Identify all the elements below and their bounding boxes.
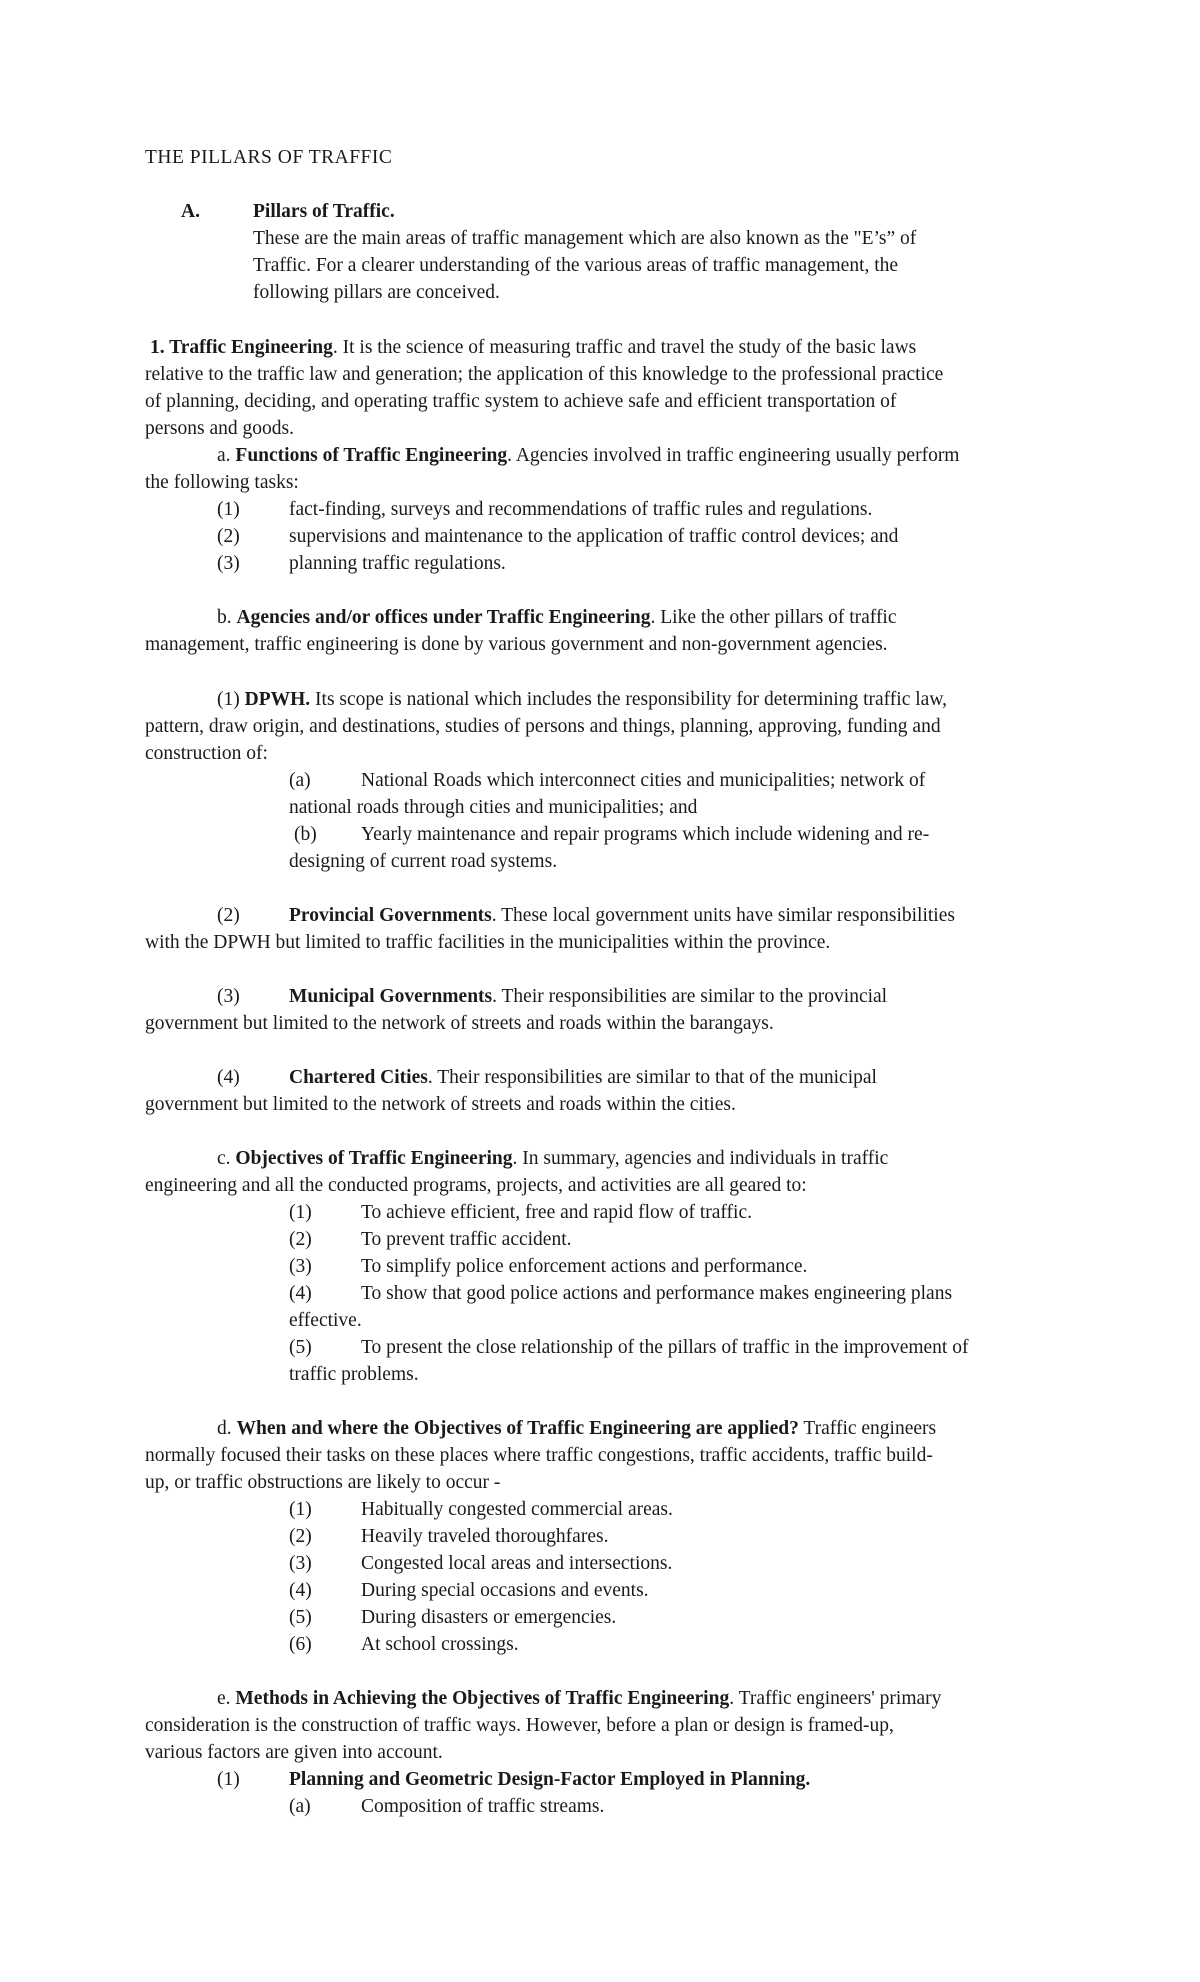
chartered-paragraph-line [289, 1064, 877, 1091]
objectives-heading: Objectives of Traffic Engineering [235, 1148, 513, 1169]
dpwh-text: Its scope is national which includes the responsibility for determining traffic law, [310, 689, 948, 710]
section-a-line: These are the main areas of traffic management which are also known as the "E’s” of [253, 228, 917, 249]
chartered-paragraph-line: government but limited to the network of streets and roads within the cities. [145, 1094, 736, 1115]
section-a-heading: Pillars of Traffic. [253, 201, 395, 222]
list-item-number: (4) [289, 1580, 312, 1601]
list-item-number: (3) [217, 553, 240, 574]
list-item-number: (6) [289, 1634, 312, 1655]
methods-text: . Traffic engineers' primary [729, 1688, 942, 1709]
provincial-text: . These local government units have similar responsibilities [491, 905, 955, 926]
list-item-number: (1) [217, 1769, 240, 1790]
list-item-text: supervisions and maintenance to the application of traffic control devices; and [289, 526, 899, 547]
list-item-text: Congested local areas and intersections. [361, 1553, 673, 1574]
section-a-marker: A. [181, 201, 200, 222]
list-item-text: To show that good police actions and performance makes engineering plans [361, 1283, 953, 1304]
municipal-paragraph-line [289, 983, 887, 1010]
functions-prefix: a. [217, 445, 236, 466]
list-item-heading: Planning and Geometric Design-Factor Employed in Planning. [289, 1769, 811, 1790]
list-item-text: effective. [289, 1310, 362, 1331]
list-item-number: (2) [217, 526, 240, 547]
dpwh-paragraph-line: construction of: [145, 743, 268, 764]
chartered-heading: Chartered Cities [289, 1067, 428, 1088]
sub-item-number: (b) [294, 824, 317, 845]
chartered-text: . Their responsibilities are similar to that of the municipal [427, 1067, 877, 1088]
te-paragraph-line [150, 334, 916, 361]
list-item-text: During special occasions and events. [361, 1580, 649, 1601]
list-item-number: (5) [289, 1607, 312, 1628]
functions-heading: Functions of Traffic Engineering [235, 445, 508, 466]
list-item-number: (1) [289, 1499, 312, 1520]
when-paragraph-line [217, 1415, 936, 1442]
agencies-text: . Like the other pillars of traffic [650, 607, 897, 628]
provincial-heading: Provincial Governments [289, 905, 492, 926]
section-a-line: Traffic. For a clearer understanding of the various areas of traffic management, the [253, 255, 899, 276]
objectives-paragraph-line: engineering and all the conducted programs, projects, and activities are all geared to: [145, 1175, 807, 1196]
methods-paragraph-line: consideration is the construction of traffic ways. However, before a plan or design is framed-up, [145, 1715, 894, 1736]
dpwh-heading: DPWH. [244, 689, 311, 710]
when-prefix: d. [217, 1418, 237, 1439]
sub-item-text: national roads through cities and municipalities; and [289, 797, 698, 818]
functions-paragraph-line [217, 442, 959, 469]
sub-item-number: (a) [289, 770, 311, 791]
list-item-text: To achieve efficient, free and rapid flow of traffic. [361, 1202, 752, 1223]
page-title: THE PILLARS OF TRAFFIC [145, 147, 393, 168]
list-item-text: To simplify police enforcement actions and performance. [361, 1256, 808, 1277]
list-item-text: traffic problems. [289, 1364, 419, 1385]
list-item-number: (3) [289, 1553, 312, 1574]
list-item-text: To present the close relationship of the pillars of traffic in the improvement of [361, 1337, 969, 1358]
dpwh-prefix: (1) [217, 689, 245, 710]
section-a-line: following pillars are conceived. [253, 282, 500, 303]
list-item-number: (5) [289, 1337, 312, 1358]
objectives-paragraph-line [217, 1145, 888, 1172]
list-item-number: (1) [289, 1202, 312, 1223]
agencies-prefix: b. [217, 607, 237, 628]
list-item-text: During disasters or emergencies. [361, 1607, 617, 1628]
list-item-number: (1) [217, 499, 240, 520]
list-item-number: (2) [217, 905, 240, 926]
te-paragraph-line: relative to the traffic law and generation; the application of this knowledge to the professional practice [145, 364, 944, 385]
methods-paragraph-line [217, 1685, 941, 1712]
methods-heading: Methods in Achieving the Objectives of Traffic Engineering [235, 1688, 730, 1709]
sub-item-text: Yearly maintenance and repair programs which include widening and re- [361, 824, 930, 845]
sub-item-number: (a) [289, 1796, 311, 1817]
methods-prefix: e. [217, 1688, 236, 1709]
provincial-paragraph-line [289, 902, 955, 929]
methods-paragraph-line: various factors are given into account. [145, 1742, 443, 1763]
municipal-paragraph-line: government but limited to the network of streets and roads within the barangays. [145, 1013, 774, 1034]
te-heading: 1. Traffic Engineering [150, 337, 333, 358]
when-text: Traffic engineers [798, 1418, 937, 1439]
list-item-text: fact-finding, surveys and recommendations of traffic rules and regulations. [289, 499, 873, 520]
sub-item-text: Composition of traffic streams. [361, 1796, 605, 1817]
municipal-heading: Municipal Governments [289, 986, 493, 1007]
te-text: . It is the science of measuring traffic and travel the study of the basic laws [332, 337, 917, 358]
objectives-prefix: c. [217, 1148, 236, 1169]
dpwh-paragraph-line: pattern, draw origin, and destinations, studies of persons and things, planning, approving, funding and [145, 716, 941, 737]
list-item-number: (2) [289, 1526, 312, 1547]
list-item-text: Habitually congested commercial areas. [361, 1499, 673, 1520]
agencies-heading: Agencies and/or offices under Traffic Engineering [236, 607, 651, 628]
agencies-paragraph-line [217, 604, 897, 631]
te-paragraph-line: persons and goods. [145, 418, 294, 439]
sub-item-text: designing of current road systems. [289, 851, 558, 872]
list-item-text: planning traffic regulations. [289, 553, 506, 574]
when-paragraph-line: up, or traffic obstructions are likely to occur - [145, 1472, 501, 1493]
provincial-paragraph-line: with the DPWH but limited to traffic facilities in the municipalities within the province. [145, 932, 831, 953]
list-item-text: Heavily traveled thoroughfares. [361, 1526, 609, 1547]
agencies-paragraph-line: management, traffic engineering is done by various government and non-government agencies. [145, 634, 888, 655]
list-item-text: To prevent traffic accident. [361, 1229, 572, 1250]
list-item-number: (2) [289, 1229, 312, 1250]
objectives-text: . In summary, agencies and individuals in traffic [512, 1148, 889, 1169]
municipal-text: . Their responsibilities are similar to the provincial [492, 986, 888, 1007]
list-item-number: (3) [217, 986, 240, 1007]
when-paragraph-line: normally focused their tasks on these places where traffic congestions, traffic accidents, traffic build- [145, 1445, 933, 1466]
list-item-number: (4) [289, 1283, 312, 1304]
functions-paragraph-line: the following tasks: [145, 472, 299, 493]
list-item-text: At school crossings. [361, 1634, 519, 1655]
functions-text: . Agencies involved in traffic engineering usually perform [507, 445, 960, 466]
when-heading: When and where the Objectives of Traffic Engineering are applied? [236, 1418, 799, 1439]
list-item-number: (3) [289, 1256, 312, 1277]
dpwh-paragraph-line [217, 686, 947, 713]
te-paragraph-line: of planning, deciding, and operating traffic system to achieve safe and efficient transportation of [145, 391, 897, 412]
sub-item-text: National Roads which interconnect cities and municipalities; network of [361, 770, 926, 791]
list-item-number: (4) [217, 1067, 240, 1088]
